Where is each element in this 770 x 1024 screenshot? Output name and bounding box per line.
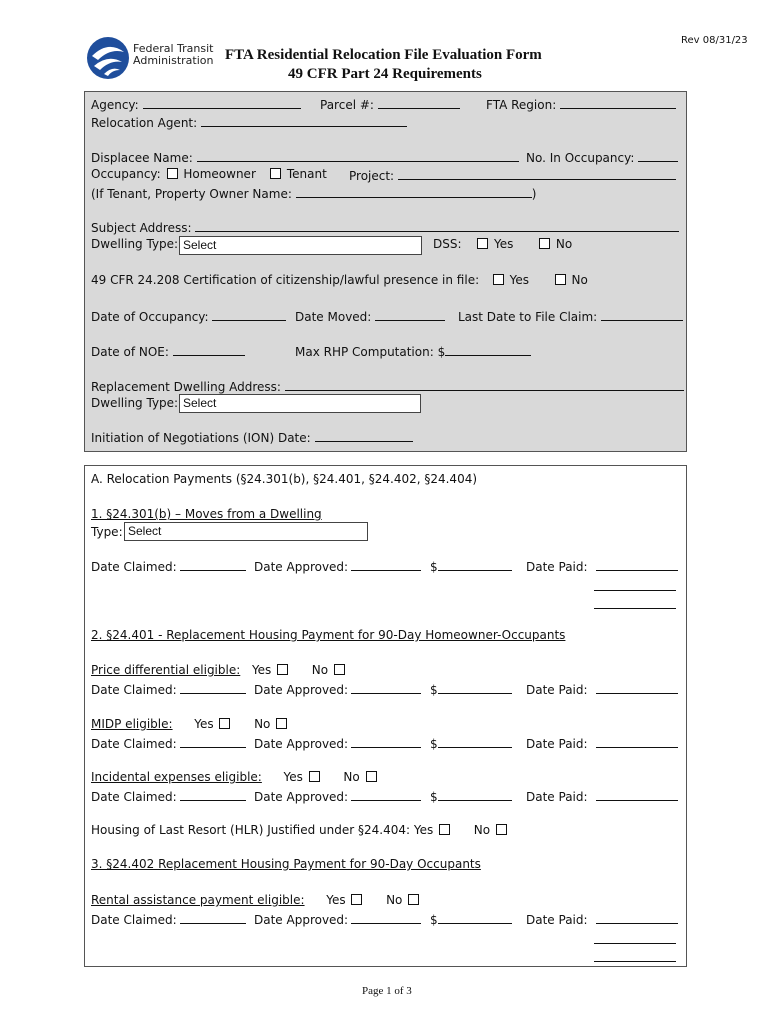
rental-row bbox=[91, 893, 421, 907]
displacee-name-label: Displacee Name: bbox=[91, 151, 193, 165]
date-paid-extra-line[interactable] bbox=[594, 949, 676, 962]
midp-no-checkbox[interactable] bbox=[276, 718, 287, 729]
citizenship-label: 49 CFR 24.208 Certification of citizenship/lawful presence in file: bbox=[91, 273, 480, 287]
dollar-label: $ bbox=[430, 683, 438, 697]
homeowner-checkbox[interactable] bbox=[167, 168, 178, 179]
midp-yes-checkbox[interactable] bbox=[219, 718, 230, 729]
date-paid-field[interactable] bbox=[596, 788, 678, 801]
hlr-no-checkbox[interactable] bbox=[496, 824, 507, 835]
date-approved-field[interactable] bbox=[351, 911, 421, 924]
fta-region-row bbox=[486, 96, 676, 112]
replacement-address-label: Replacement Dwelling Address: bbox=[91, 380, 281, 394]
ion-date-row bbox=[91, 429, 413, 445]
if-tenant-label: (If Tenant, Property Owner Name: bbox=[91, 187, 292, 201]
homeowner-label: Homeowner bbox=[183, 167, 256, 181]
rental-yes-label: Yes bbox=[326, 893, 346, 907]
revision-date: Rev 08/31/23 bbox=[681, 35, 748, 46]
fta-region-field[interactable] bbox=[560, 96, 676, 109]
no-in-occupancy-label: No. In Occupancy: bbox=[526, 151, 635, 165]
price-diff-no-label: No bbox=[311, 663, 329, 677]
item2-title: 2. §24.401 - Replacement Housing Payment for 90-Day Homeowner-Occupants bbox=[91, 628, 566, 642]
dwelling-type-select[interactable]: Select bbox=[179, 236, 422, 255]
tenant-label: Tenant bbox=[286, 167, 327, 181]
incidental-no-label: No bbox=[343, 770, 360, 784]
date-claimed-label: Date Claimed: bbox=[91, 737, 177, 751]
tenant-row bbox=[268, 167, 327, 181]
date-approved-label: Date Approved: bbox=[254, 683, 349, 697]
date-approved-field[interactable] bbox=[351, 735, 421, 748]
incidental-label: Incidental expenses eligible: bbox=[91, 770, 262, 784]
date-paid-extra-line[interactable] bbox=[594, 578, 676, 591]
dwelling-type-label: Dwelling Type: bbox=[91, 237, 179, 251]
amount-field[interactable] bbox=[438, 911, 512, 924]
price-diff-yes-label: Yes bbox=[251, 663, 272, 677]
item3-title: 3. §24.402 Replacement Housing Payment for 90-Day Occupants bbox=[91, 857, 481, 871]
occupancy-count-row bbox=[526, 149, 678, 165]
type-label: Type: bbox=[91, 525, 123, 539]
subject-address-field[interactable] bbox=[195, 219, 679, 232]
dollar-label: $ bbox=[430, 913, 438, 927]
subject-address-row bbox=[91, 219, 679, 235]
fta-logo-icon bbox=[86, 36, 130, 80]
date-paid-label: Date Paid: bbox=[526, 683, 588, 697]
amount-field[interactable] bbox=[438, 735, 512, 748]
agency-field[interactable] bbox=[143, 96, 301, 109]
relocation-agent-row bbox=[91, 114, 407, 130]
close-paren: ) bbox=[531, 187, 537, 201]
dss-no-checkbox[interactable] bbox=[539, 238, 550, 249]
occupancy-row bbox=[91, 167, 256, 181]
replacement-address-row bbox=[91, 378, 684, 394]
date-claimed-field[interactable] bbox=[180, 558, 246, 571]
date-paid-extra-line[interactable] bbox=[594, 596, 676, 609]
citizenship-row bbox=[91, 273, 588, 287]
date-claimed-field[interactable] bbox=[180, 681, 246, 694]
project-row bbox=[349, 167, 676, 183]
date-noe-label: Date of NOE: bbox=[91, 345, 169, 359]
replacement-dwelling-type-select[interactable]: Select bbox=[179, 394, 421, 413]
hlr-label: Housing of Last Resort (HLR) Justified under §24.404: bbox=[91, 823, 411, 837]
agency-name-line1: Federal Transit bbox=[133, 42, 214, 55]
hlr-row bbox=[91, 823, 509, 837]
date-moved-field[interactable] bbox=[375, 308, 445, 321]
fta-region-label: FTA Region: bbox=[486, 98, 557, 112]
date-approved-label: Date Approved: bbox=[254, 560, 349, 574]
date-approved-field[interactable] bbox=[351, 558, 421, 571]
ion-date-label: Initiation of Negotiations (ION) Date: bbox=[91, 431, 311, 445]
date-paid-label: Date Paid: bbox=[526, 560, 588, 574]
section-a-heading: A. Relocation Payments (§24.301(b), §24.401, §24.402, §24.404) bbox=[91, 472, 478, 486]
price-diff-row bbox=[91, 663, 347, 677]
no-in-occupancy-field[interactable] bbox=[638, 149, 678, 162]
dss-label: DSS: bbox=[433, 237, 462, 251]
property-owner-row bbox=[91, 185, 536, 201]
dss-yes-checkbox[interactable] bbox=[477, 238, 488, 249]
relocation-agent-field[interactable] bbox=[201, 114, 407, 127]
max-rhp-label: Max RHP Computation: $ bbox=[295, 345, 446, 359]
dollar-label: $ bbox=[430, 560, 438, 574]
date-of-occupancy-field[interactable] bbox=[212, 308, 286, 321]
date-moved-row bbox=[295, 308, 445, 324]
replacement-dwelling-type-label: Dwelling Type: bbox=[91, 396, 179, 410]
date-claimed-field[interactable] bbox=[180, 788, 246, 801]
date-paid-field[interactable] bbox=[596, 681, 678, 694]
form-title: FTA Residential Relocation File Evaluation Form bbox=[225, 47, 542, 63]
citizenship-yes-label: Yes bbox=[509, 273, 529, 287]
form-subtitle: 49 CFR Part 24 Requirements bbox=[288, 66, 482, 82]
project-label: Project: bbox=[349, 169, 395, 183]
move-type-select[interactable]: Select bbox=[124, 522, 368, 541]
incidental-row bbox=[91, 770, 379, 784]
parcel-label: Parcel #: bbox=[320, 98, 374, 112]
rental-label: Rental assistance payment eligible: bbox=[91, 893, 305, 907]
displacee-row bbox=[91, 149, 519, 165]
hlr-yes-label: Yes bbox=[413, 823, 434, 837]
date-approved-field[interactable] bbox=[351, 788, 421, 801]
hlr-yes-checkbox[interactable] bbox=[439, 824, 450, 835]
rental-no-checkbox[interactable] bbox=[408, 894, 419, 905]
agency-label: Agency: bbox=[91, 98, 139, 112]
page-number: Page 1 of 3 bbox=[362, 985, 412, 997]
max-rhp-row bbox=[295, 343, 531, 359]
date-paid-label: Date Paid: bbox=[526, 737, 588, 751]
date-paid-field[interactable] bbox=[596, 558, 678, 571]
replacement-address-field[interactable] bbox=[285, 378, 684, 391]
date-moved-label: Date Moved: bbox=[295, 310, 372, 324]
amount-field[interactable] bbox=[438, 558, 512, 571]
date-paid-extra-line[interactable] bbox=[594, 931, 676, 944]
displacee-name-field[interactable] bbox=[197, 149, 519, 162]
agency-name-line2: Administration bbox=[133, 54, 214, 67]
date-of-occupancy-row bbox=[91, 308, 286, 324]
amount-field[interactable] bbox=[438, 788, 512, 801]
midp-row bbox=[91, 717, 289, 731]
dollar-label: $ bbox=[430, 737, 438, 751]
last-date-claim-label: Last Date to File Claim: bbox=[458, 310, 598, 324]
date-paid-label: Date Paid: bbox=[526, 913, 588, 927]
date-paid-field[interactable] bbox=[596, 911, 678, 924]
date-claimed-label: Date Claimed: bbox=[91, 913, 177, 927]
midp-label: MIDP eligible: bbox=[91, 717, 173, 731]
date-noe-row bbox=[91, 343, 245, 359]
incidental-yes-label: Yes bbox=[283, 770, 303, 784]
last-date-claim-row bbox=[458, 308, 683, 324]
ion-date-field[interactable] bbox=[315, 429, 413, 442]
fta-logo bbox=[86, 36, 130, 83]
amount-field[interactable] bbox=[438, 681, 512, 694]
hlr-no-label: No bbox=[473, 823, 491, 837]
date-paid-label: Date Paid: bbox=[526, 790, 588, 804]
agency-row bbox=[91, 96, 301, 112]
date-claimed-field[interactable] bbox=[180, 911, 246, 924]
parcel-field[interactable] bbox=[378, 96, 460, 109]
midp-yes-label: Yes bbox=[194, 717, 214, 731]
dss-row bbox=[433, 237, 572, 251]
incidental-no-checkbox[interactable] bbox=[366, 771, 377, 782]
rental-no-label: No bbox=[386, 893, 403, 907]
citizenship-yes-checkbox[interactable] bbox=[493, 274, 504, 285]
occupancy-label: Occupancy: bbox=[91, 167, 161, 181]
date-noe-field[interactable] bbox=[173, 343, 245, 356]
rental-yes-checkbox[interactable] bbox=[351, 894, 362, 905]
date-of-occupancy-label: Date of Occupancy: bbox=[91, 310, 209, 324]
tenant-checkbox[interactable] bbox=[270, 168, 281, 179]
property-owner-field[interactable] bbox=[296, 185, 532, 198]
dss-yes-label: Yes bbox=[494, 237, 514, 251]
citizenship-no-checkbox[interactable] bbox=[555, 274, 566, 285]
date-claimed-label: Date Claimed: bbox=[91, 560, 177, 574]
price-diff-no-checkbox[interactable] bbox=[334, 664, 345, 675]
date-approved-label: Date Approved: bbox=[254, 790, 349, 804]
price-diff-label: Price differential eligible: bbox=[91, 663, 241, 677]
dollar-label: $ bbox=[430, 790, 438, 804]
date-approved-label: Date Approved: bbox=[254, 737, 349, 751]
subject-address-label: Subject Address: bbox=[91, 221, 192, 235]
date-claimed-label: Date Claimed: bbox=[91, 790, 177, 804]
item1-title: 1. §24.301(b) – Moves from a Dwelling bbox=[91, 507, 322, 521]
citizenship-no-label: No bbox=[571, 273, 588, 287]
midp-no-label: No bbox=[254, 717, 271, 731]
date-paid-field[interactable] bbox=[596, 735, 678, 748]
date-claimed-label: Date Claimed: bbox=[91, 683, 177, 697]
last-date-claim-field[interactable] bbox=[601, 308, 683, 321]
parcel-row bbox=[320, 96, 460, 112]
relocation-agent-label: Relocation Agent: bbox=[91, 116, 198, 130]
price-diff-yes-checkbox[interactable] bbox=[277, 664, 288, 675]
max-rhp-field[interactable] bbox=[445, 343, 531, 356]
incidental-yes-checkbox[interactable] bbox=[309, 771, 320, 782]
date-claimed-field[interactable] bbox=[180, 735, 246, 748]
dss-no-label: No bbox=[555, 237, 573, 251]
date-approved-label: Date Approved: bbox=[254, 913, 349, 927]
project-field[interactable] bbox=[398, 167, 676, 180]
date-approved-field[interactable] bbox=[351, 681, 421, 694]
